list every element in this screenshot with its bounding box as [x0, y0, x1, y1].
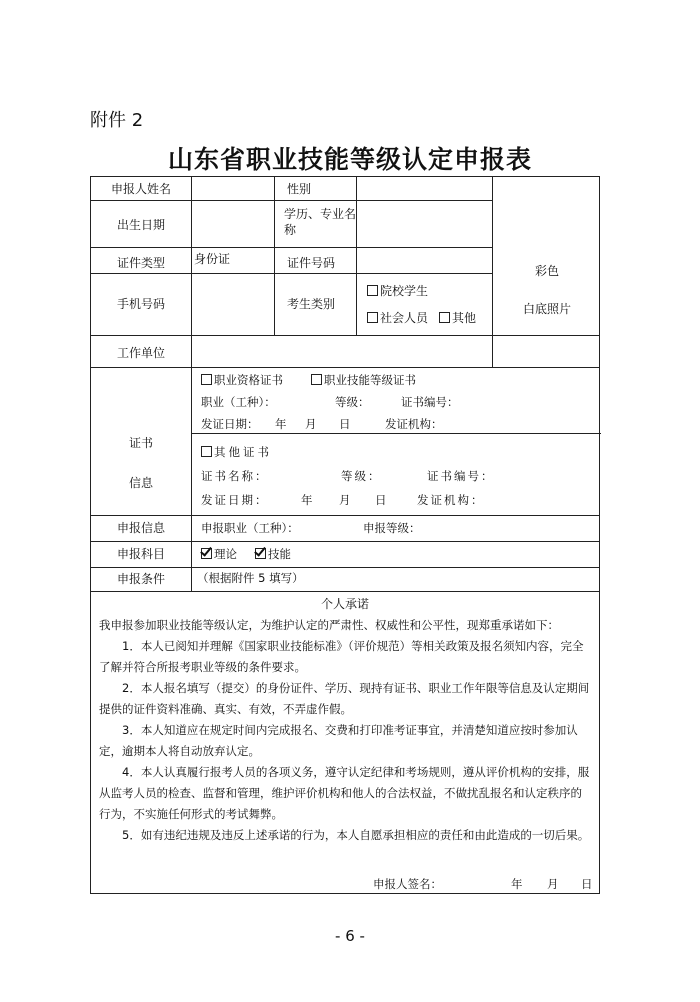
cert-option-skill-level[interactable]: 职业技能等级证书 [311, 373, 416, 388]
sign-day-label: 日 [581, 877, 593, 891]
work-unit-field[interactable] [192, 336, 492, 367]
cert-occupation-label: 职业（工种）： [201, 395, 276, 409]
checkbox-icon[interactable] [367, 285, 378, 296]
cert-issue-date-label: 发证日期： [201, 417, 259, 431]
other-cert-name-label: 证书名称： [201, 469, 269, 483]
phone-field[interactable] [192, 274, 274, 335]
photo-label-line1: 彩色 [534, 264, 559, 278]
promise-title: 个人承诺 [320, 597, 369, 611]
signature-label: 申报人签名： [373, 877, 442, 891]
other-month-label: 月 [339, 493, 351, 507]
row-divider [91, 515, 599, 516]
candidate-type-label: 考生类别 [287, 297, 336, 311]
other-year-label: 年 [301, 493, 313, 507]
candidate-option-student[interactable]: 院校学生 [367, 283, 428, 299]
promise-body [99, 615, 591, 846]
other-cert-level-label: 等级： [341, 469, 382, 483]
cert-day-label: 日 [339, 417, 351, 431]
apply-info-label: 申报信息 [116, 521, 165, 535]
row-divider [91, 367, 599, 368]
form-title: 山东省职业技能等级认定申报表 [167, 145, 532, 174]
promise-item-1: 1．本人已阅知并理解《国家职业技能标准》（评价规范）等相关政策及报名须知内容，完全了解并符合所报考职业等级的条件要求。 [99, 639, 584, 674]
gender-field[interactable] [357, 177, 492, 200]
cert-month-label: 月 [305, 417, 317, 431]
promise-item-2: 2．本人报名填写（提交）的身份证件、学历、现持有证书、职业工作年限等信息及认定期间提供的证件资料准确、真实、有效，不弄虚作假。 [99, 681, 590, 716]
sign-month-label: 月 [547, 877, 559, 891]
gender-label: 性别 [287, 182, 312, 196]
cert-number-label: 证书编号： [401, 395, 459, 409]
work-unit-label: 工作单位 [116, 346, 165, 360]
apply-condition-label: 申报条件 [116, 572, 165, 586]
other-cert-number-label: 证书编号： [427, 469, 495, 483]
attachment-label: 附件 2 [90, 110, 144, 131]
apply-occupation-label: 申报职业（工种）： [201, 521, 299, 535]
checkbox-icon[interactable] [311, 374, 322, 385]
promise-item-4: 4．本人认真履行报考人员的各项义务，遵守认定纪律和考场规则，遵从评价机构的安排，服从监考人员的检查、监督和管理，维护评价机构和他人的合法权益，不做扰乱报名和认定秩序的行为，不实施任何形式的考试舞弊。 [99, 765, 590, 821]
promise-item-3: 3．本人知道应在规定时间内完成报名、交费和打印准考证事宜，并清楚知道应按时参加认定，逾期本人将自动放弃认定。 [99, 723, 578, 758]
checkbox-checked-icon[interactable] [255, 548, 266, 559]
checkbox-icon[interactable] [201, 374, 212, 385]
applicant-name-label: 申报人姓名 [110, 182, 171, 196]
applicant-name-field[interactable] [192, 177, 274, 200]
cert-option-qualification[interactable]: 职业资格证书 [201, 373, 283, 388]
row-divider [91, 273, 492, 274]
other-issuer-label: 发证机构： [417, 493, 485, 507]
cert-info-label-line2: 信息 [128, 476, 153, 490]
cert-info-label-line1: 证书 [128, 436, 153, 450]
page-number: - 6 - [335, 927, 365, 945]
education-major-label: 学历、专业名称 [284, 207, 357, 237]
application-form [90, 176, 600, 894]
phone-label: 手机号码 [116, 297, 165, 311]
photo-label-line2: 白底照片 [522, 302, 571, 316]
apply-subject-label: 申报科目 [116, 547, 165, 561]
row-divider [91, 567, 599, 568]
row-divider [91, 541, 599, 542]
id-number-field[interactable] [357, 248, 492, 273]
checkbox-icon[interactable] [201, 446, 212, 457]
subject-skill-option[interactable]: 技能 [255, 547, 291, 562]
id-type-value[interactable]: 身份证 [194, 252, 231, 266]
birth-date-field[interactable] [192, 201, 274, 247]
candidate-option-social[interactable]: 社会人员 [367, 310, 428, 326]
candidate-option-other[interactable]: 其他 [439, 310, 476, 326]
cert-level-label: 等级： [335, 395, 370, 409]
cert-issuer-label: 发证机构： [385, 417, 443, 431]
checkbox-checked-icon[interactable] [201, 548, 212, 559]
column-divider [274, 177, 275, 335]
signature-field[interactable] [457, 873, 537, 893]
cert-year-label: 年 [275, 417, 287, 431]
row-divider [191, 433, 601, 434]
birth-date-label: 出生日期 [116, 218, 165, 232]
id-type-label: 证件类型 [116, 256, 165, 270]
other-day-label: 日 [375, 493, 387, 507]
apply-level-label: 申报等级： [363, 521, 421, 535]
checkbox-icon[interactable] [367, 312, 378, 323]
apply-condition-value[interactable]: （根据附件 5 填写） [197, 571, 304, 585]
other-cert-option[interactable]: 其他证书 [201, 445, 272, 460]
id-number-label: 证件号码 [287, 256, 336, 270]
row-divider [91, 591, 599, 592]
checkbox-icon[interactable] [439, 312, 450, 323]
sign-year-label: 年 [511, 877, 523, 891]
promise-intro: 我申报参加职业技能等级认定，为维护认定的严肃性、权威性和公平性，现郑重承诺如下： [99, 618, 559, 632]
other-issue-date-label: 发证日期： [201, 493, 269, 507]
education-major-field[interactable] [357, 201, 492, 247]
promise-item-5: 5．如有违纪违规及违反上述承诺的行为，本人自愿承担相应的责任和由此造成的一切后果。 [122, 828, 590, 842]
subject-theory-option[interactable]: 理论 [201, 547, 237, 562]
